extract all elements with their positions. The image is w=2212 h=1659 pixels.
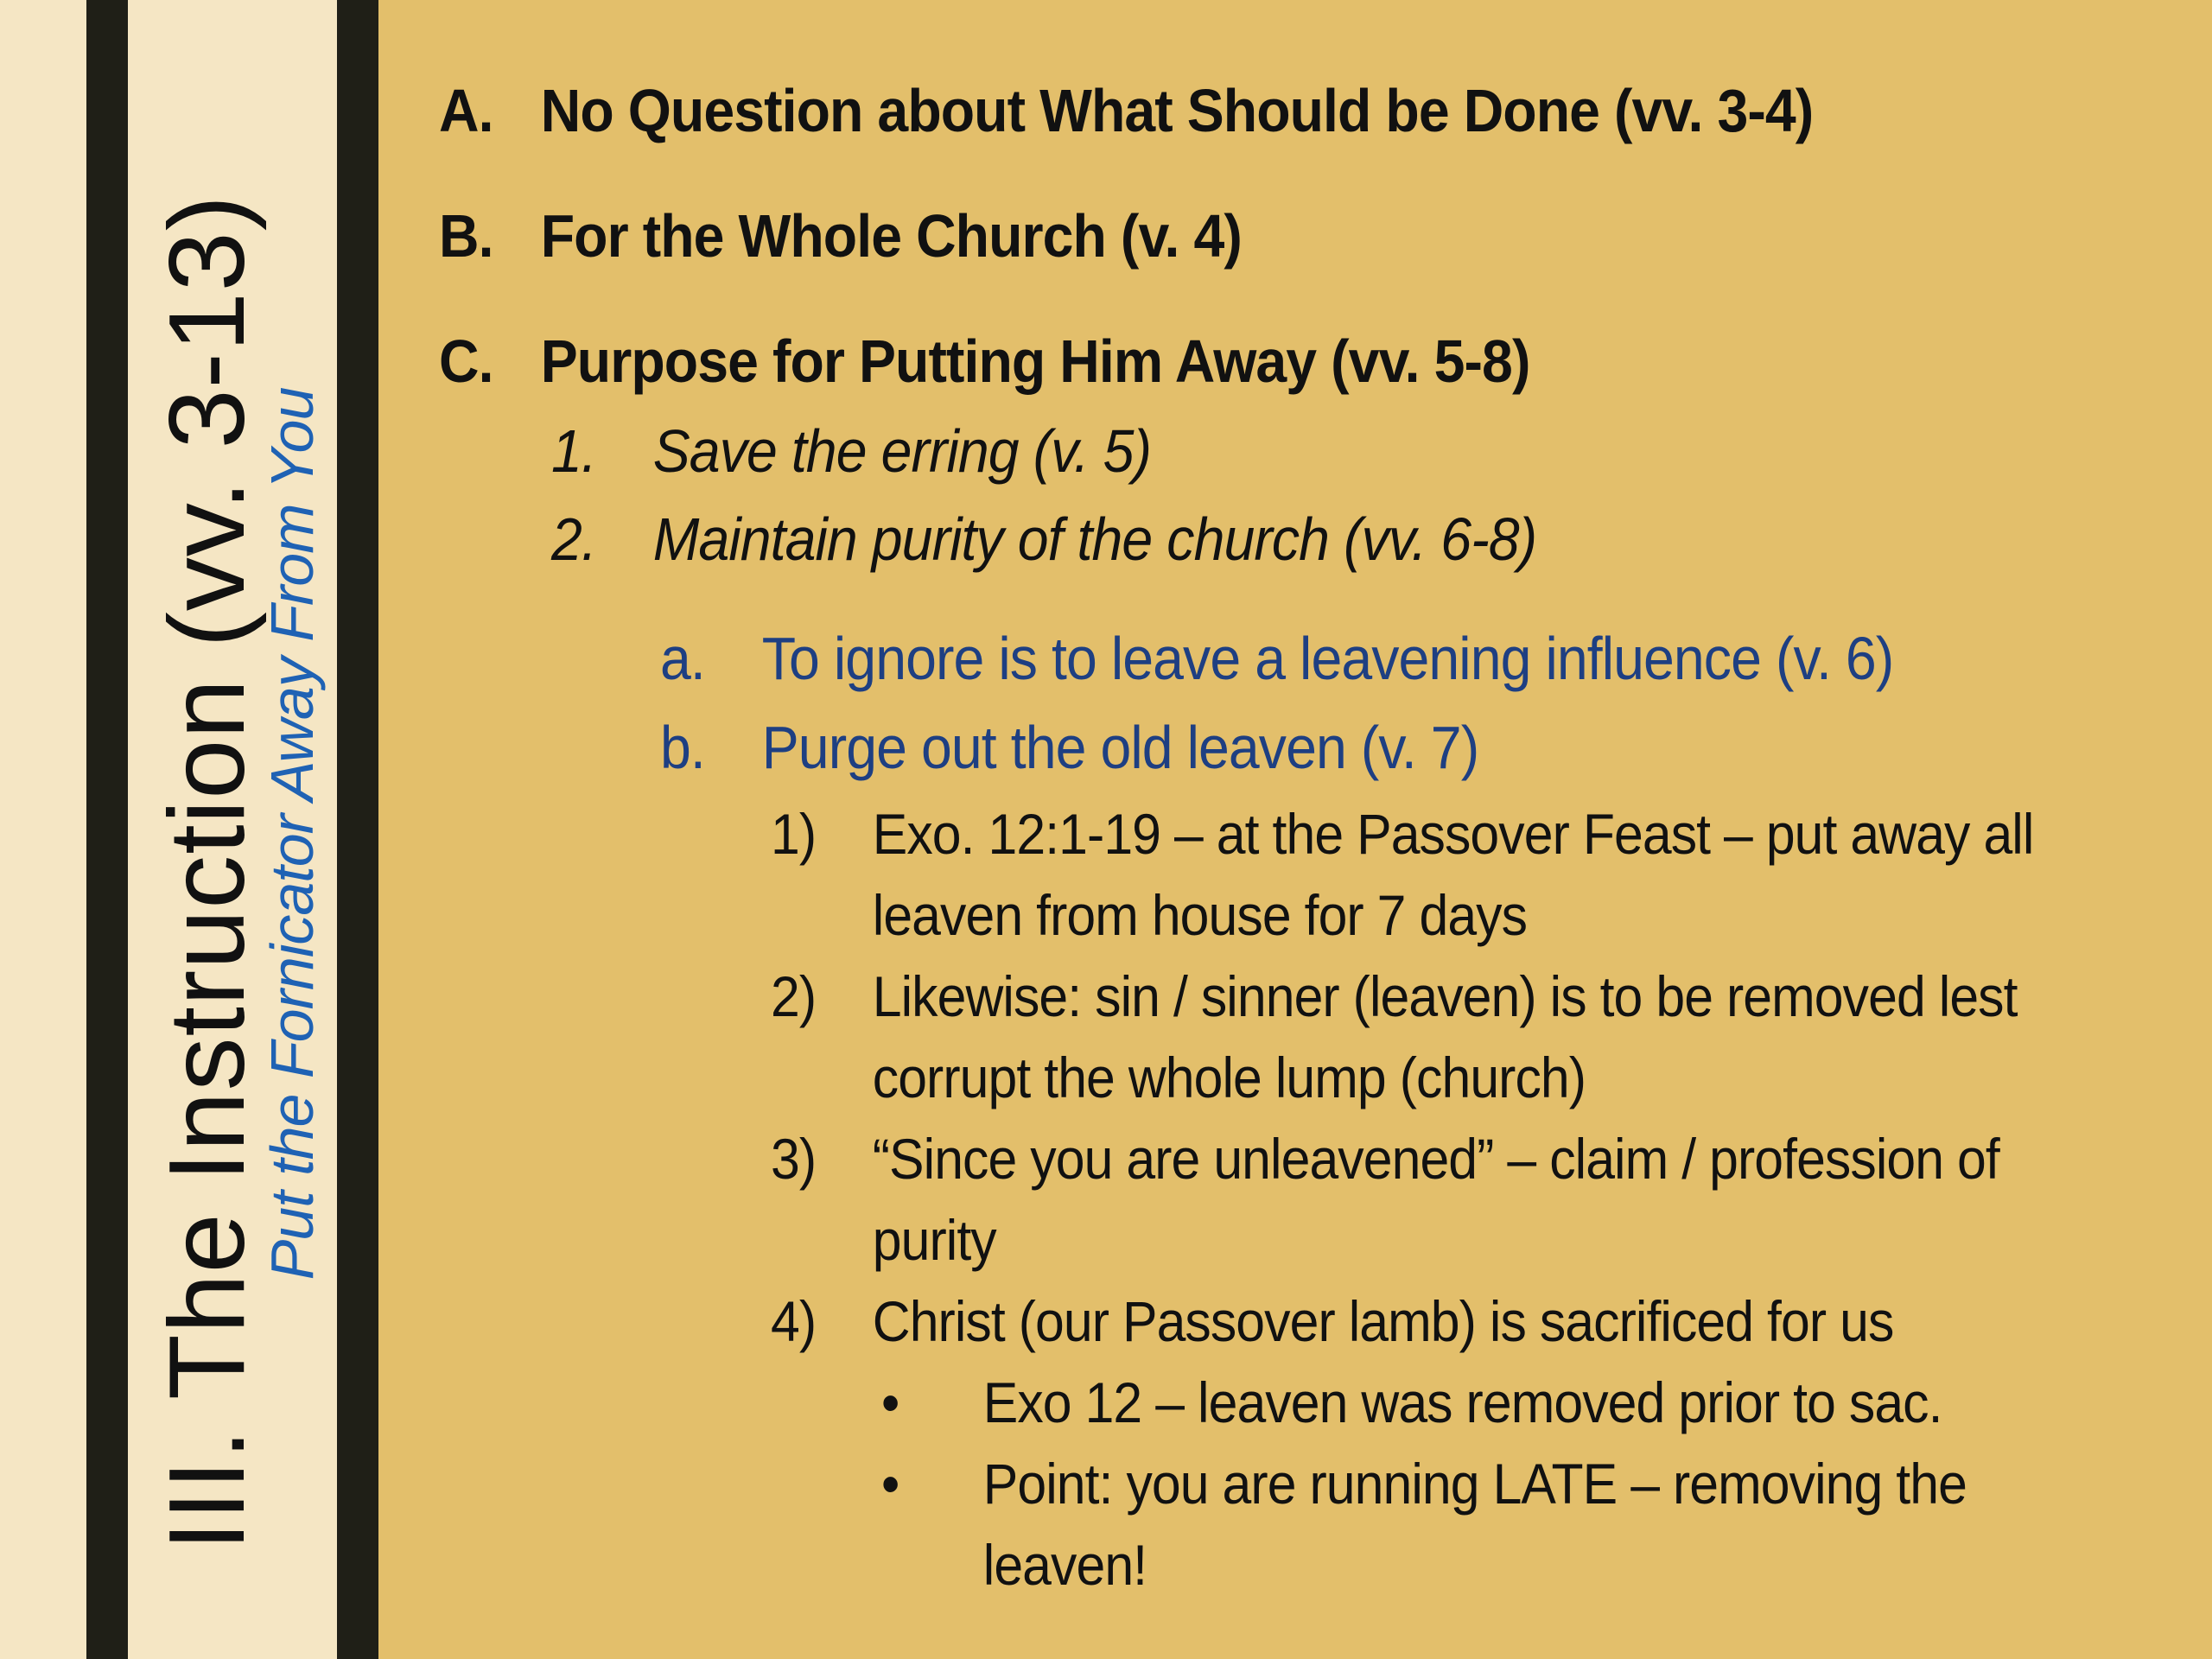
slide-subtitle: Put the Fornicator Away From You	[258, 387, 326, 1281]
item-text: “Since you are unleavened” – claim / profession of purity	[872, 1127, 1999, 1272]
item-marker: 1)	[771, 802, 817, 866]
item-marker: 1.	[551, 417, 596, 485]
item-marker: B.	[439, 202, 493, 270]
item-text: Likewise: sin / sinner (leaven) is to be removed lest corrupt the whole lump (church)	[872, 964, 2018, 1109]
item-marker: b.	[660, 714, 705, 781]
bullet-marker: •	[881, 1370, 899, 1434]
item-text: Exo 12 – leaven was removed prior to sac.	[982, 1370, 1942, 1434]
item-marker: C.	[439, 327, 493, 395]
item-text: Exo. 12:1-19 – at the Passover Feast – put away all leaven from house for 7 days	[872, 802, 2034, 947]
item-marker: A.	[439, 77, 493, 144]
item-text: For the Whole Church (v. 4)	[540, 202, 1242, 270]
item-text: No Question about What Should be Done (vv. 3-4)	[540, 77, 1814, 144]
item-marker: 3)	[771, 1127, 817, 1191]
item-marker: 2.	[551, 505, 596, 573]
item-marker: 4)	[771, 1289, 817, 1353]
item-text: Maintain purity of the church (vv. 6-8)	[652, 505, 1537, 573]
item-text: Purpose for Putting Him Away (vv. 5-8)	[540, 327, 1530, 395]
item-marker: 2)	[771, 964, 817, 1028]
item-text: Point: you are running LATE – removing the leaven!	[982, 1452, 1967, 1597]
slide-title: III. The Instruction (vv. 3-13)	[148, 194, 267, 1552]
item-text: Purge out the old leaven (v. 7)	[761, 714, 1479, 781]
item-text: Save the erring (v. 5)	[652, 417, 1152, 485]
bullet-marker: •	[881, 1452, 899, 1516]
item-marker: a.	[660, 625, 705, 692]
item-text: Christ (our Passover lamb) is sacrificed for us	[872, 1289, 1894, 1353]
item-text: To ignore is to leave a leavening influence (v. 6)	[761, 625, 1894, 692]
